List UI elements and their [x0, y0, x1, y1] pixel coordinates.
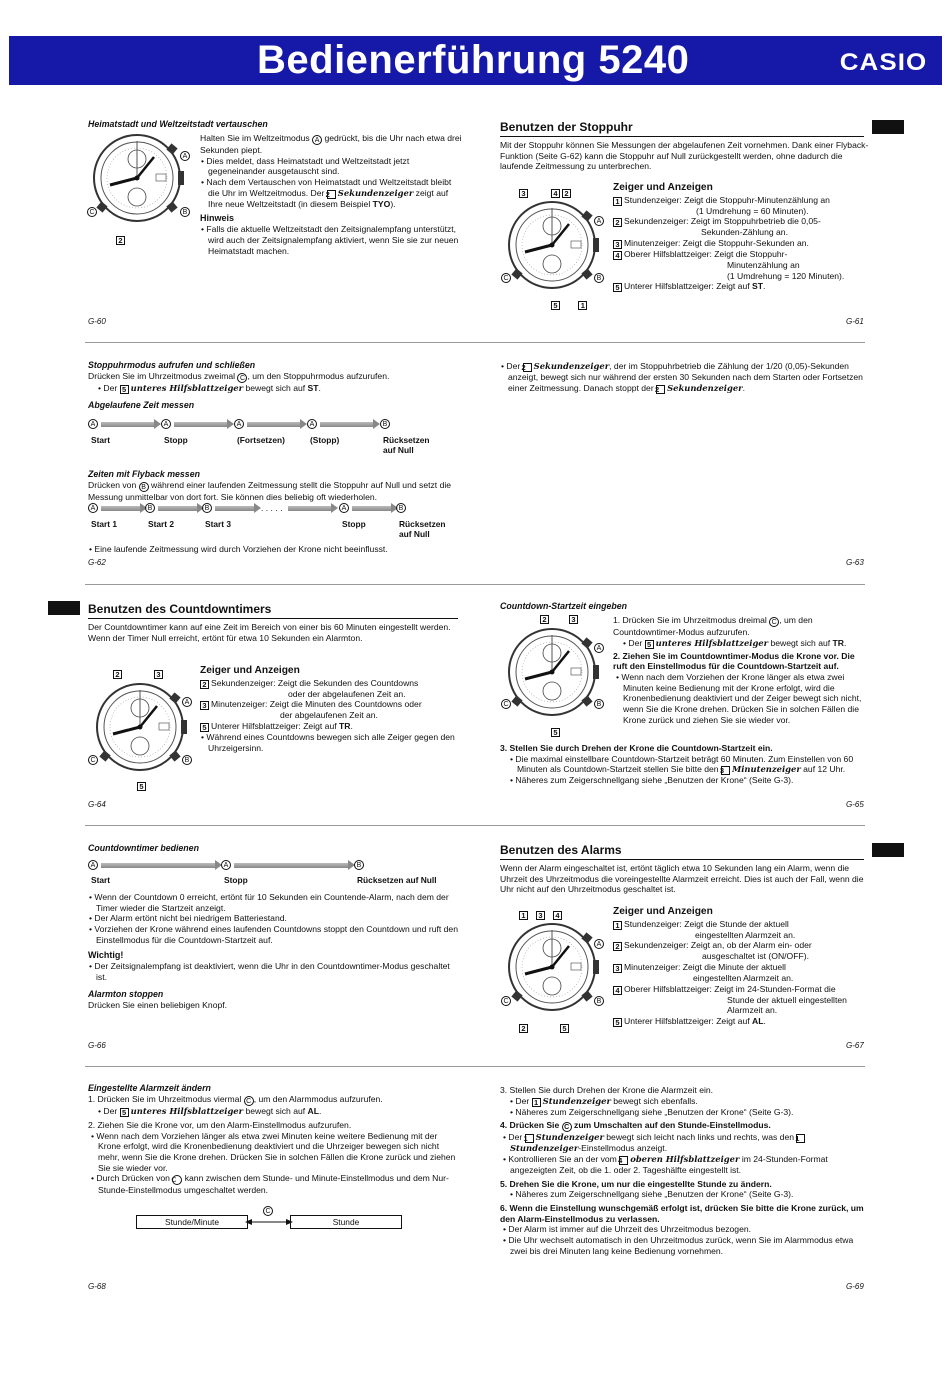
g67-list: Zeiger und Anzeigen 1 Stundenzeiger: Zeigt die Stunde der aktuell eingestellten Alarmzeit an. 2 Sekundenzeiger: Zeigt an, ob der Alarm ein- oder ausgeschaltet ist (ON/OFF). 3 Minutenzeiger: Zeigt die Minute der aktuell eingestellten Alarmzeit an. 4 Oberer Hilfsblattzeiger: Zeigt im 24-Stunden-Format die Stunde der aktuell eingestellten Alarmzeit an. 5 Unterer Hilfsblattzeiger: Zeigt auf AL.: [613, 906, 847, 1027]
g60-text: Halten Sie im Weltzeitmodus A gedrückt, bis die Uhr nach etwa drei Sekunden piept. • Dies meldet, dass Heimatstadt und Weltzeitstadt jetzt gegeneinander ausgetauscht sind. • Nach dem Vertauschen von Heimatstadt und Weltzeitstadt bleibt die Uhr im Weltzeitmodus. Der 2 Sekundenzeiger zeigt auf Ihre neue Weltzeitstadt (in diesem Beispiel TYO). Hinweis • Falls die aktuelle Weltzeitstadt den Zeitsignalempfang unterstützt, wird auch der Zeitsignalempfang aktiviert, wenn Sie sie zur neuen Heimatstadt machen.: [200, 133, 462, 256]
g67-section: Benutzen des Alarms Wenn der Alarm eingeschaltet ist, ertönt täglich etwa 10 Sekunden lang ein Alarm, wenn die Uhrzeit des Uhrzeitmodus die voreingestellte Alarmzeit erreicht. Dies ist auch der Fall, wenn die Uhr nicht auf den Uhrzeitmodus geschaltet ist.: [500, 843, 864, 895]
page-number: G-61: [846, 317, 864, 326]
page-number: G-60: [88, 317, 106, 326]
g69-section: 3. Stellen Sie durch Drehen der Krone die Alarmzeit ein. • Der 1 Stundenzeiger bewegt sich ebenfalls. • Näheres zum Zeigerschnellgang siehe „Benutzen der Krone“ (Seite G-3). 4. Drücken Sie C zum Umschalten auf den Stunde-Einstellmodus. • Der 1 Stundenzeiger bewegt sich leicht nach links und rechts, was den 1Stundenzeiger-Einstellmodus anzeigt. • Kontrollieren Sie an der vom 4 oberen Hilfsblattzeiger im 24-Stunden-Format angezeigten Zeit, ob die 1. oder 2. Tageshälfte eingestellt ist. 5. Drehen Sie die Krone, um nur die eingestellte Stunde zu ändern. • Näheres zum Zeigerschnellgang siehe „Benutzen der Krone“ (Seite G-3). 6. Wenn die Einstellung wunschgemäß erfolgt ist, drücken Sie bitte die Krone zurück, um den Alarm-Einstellmodus zu verlassen. • Der Alarm ist immer auf die Uhrzeit des Uhrzeitmodus bezogen. • Die Uhr wechselt automatisch in den Uhrzeitmodus zurück, wenn Sie im Alarmmodus etwa zwei bis drei Minuten lang keine Bedienung vornehmen.: [500, 1085, 864, 1256]
callout-5-1: 5 1: [551, 299, 589, 310]
g60-section: [88, 119, 458, 130]
casio-logo: CASIO: [839, 49, 928, 76]
page-number: G-64: [88, 800, 106, 809]
watch-illustration: [92, 133, 188, 229]
g60-title: Heimatstadt und Weltzeitstadt vertauschen: [88, 119, 268, 129]
callout-2-3: 2 3: [540, 613, 580, 624]
watch-illustration: [95, 682, 191, 778]
page-title: Bedienerführung 5240: [257, 38, 690, 82]
button-b-label: B: [594, 271, 604, 283]
callout-2-3: 2 3: [113, 668, 165, 679]
page-number: G-69: [846, 1282, 864, 1291]
g61-list: Zeiger und Anzeigen 1 Stundenzeiger: Zeigt die Stoppuhr-Minutenzählung an (1 Umdrehung = 60 Minuten). 2 Sekundenzeiger: Zeigt im Stoppuhrbetrieb die 0,05- Sekunden-Zählung an. 3 Minutenzeiger: Zeigt die Stoppuhr-Sekunden an. 4 Oberer Hilfsblattzeiger: Zeigt die Stoppuhr- Minutenzählung an (1 Umdrehung = 120 Minuten). 5 Unterer Hilfsblattzeiger: Zeigt auf ST.: [613, 182, 845, 293]
page-number: G-68: [88, 1282, 106, 1291]
g62-note: • Eine laufende Zeitmessung wird durch Vorziehen der Krone nicht beeinflusst.: [89, 544, 388, 554]
button-c-label: C: [263, 1204, 273, 1216]
box-stunde-minute: Stunde/Minute: [136, 1215, 248, 1229]
page-number: G-67: [846, 1041, 864, 1050]
button-b-label: B: [594, 994, 604, 1006]
watch-illustration: [507, 200, 603, 296]
button-b-label: B: [594, 697, 604, 709]
g65-title: Countdown-Startzeit eingeben: [500, 601, 628, 611]
callout-3: 3: [519, 187, 530, 198]
button-b-label: B: [182, 753, 192, 765]
callout-2: 2: [116, 234, 127, 245]
divider: [85, 584, 865, 585]
button-c-label: C: [501, 271, 511, 283]
callout-1-3-4: 1 3 4: [519, 909, 564, 920]
page-number: G-62: [88, 558, 106, 567]
divider: [85, 342, 865, 343]
g62-flyback: Zeiten mit Flyback messen Drücken von B während einer laufenden Zeitmessung stellt die Stoppuhr auf Null und setzt die Messung unmittelbar von dort fort. Sie können dies beliebig oft wiederholen.: [88, 469, 452, 502]
g65-step3: 3. Stellen Sie durch Drehen der Krone die Countdown-Startzeit ein. • Die maximal einstellbare Countdown-Startzeit beträgt 60 Minuten. Zum Einstellen von 60 Minuten als Countdown-Startzeit stellen Sie bitte den 3 Minutenzeiger auf 12 Uhr. • Näheres zum Zeigerschnellgang siehe „Benutzen der Krone“ (Seite G-3).: [500, 743, 854, 786]
g61-section: Benutzen der Stoppuhr Mit der Stoppuhr können Sie Messungen der abgelaufenen Zeit vornehmen. Dank einer Flyback-Funktion (Seite G-62) kann die Stoppuhr auf Null zurückgestellt werden, ohne dadurch die laufende Zeitmessung zu unterbrechen.: [500, 120, 869, 172]
g65-steps: 1. Drücken Sie im Uhrzeitmodus dreimal C , um den Countdowntimer-Modus aufzurufen. • Der 5 unteres Hilfsblattzeiger bewegt sich auf TR. 2. Ziehen Sie im Countdowntimer-Modus die Krone vor. Die ruft den Einstellmodus für die Countdown-Startzeit auf. • Wenn nach dem Vorziehen der Krone länger als etwa zwei Minuten keine Bedienung mit der Krone erfolgt, wird die Kronenbedienung deaktiviert und der Zeiger bewegt sich nicht, wenn Sie die Krone drehen. Drücken Sie in solchen Fällen die Krone zurück und ziehen Sie sie wieder vor.: [613, 615, 862, 725]
button-a-label: A: [180, 149, 190, 161]
g62-section: Stoppuhrmodus aufrufen und schließen Drücken Sie im Uhrzeitmodus zweimal C , um den Stoppuhrmodus aufzurufen. • Der 5 unteres Hilfsblattzeiger bewegt sich auf ST. Abgelaufene Zeit messen: [88, 360, 390, 410]
divider: [85, 1066, 865, 1067]
button-a-label: A: [594, 641, 604, 653]
callout-5: 5: [551, 726, 562, 737]
divider: [85, 825, 865, 826]
button-a-label: A: [594, 214, 604, 226]
section-tab: [48, 601, 80, 615]
callout-5: 5: [137, 780, 148, 791]
button-b-label: B: [180, 205, 190, 217]
watch-illustration: [507, 922, 603, 1018]
page-number: G-65: [846, 800, 864, 809]
g66-notes: • Wenn der Countdown 0 erreicht, ertönt für 10 Sekunden ein Countende-Alarm, nach dem der Timer wieder die Startzeit anzeigt. • Der Alarm ertönt nicht bei niedrigem Batteriestand. • Vorziehen der Krone während eines laufenden Countdowns stoppt den Countdown und ruft den Einstellmodus für die Countdown-Startzeit auf. Wichtig! • Der Zeitsignalempfang ist deaktiviert, wenn die Uhr in den Countdowntimer-Modus geschaltet ist. Alarmton stoppen Drücken Sie einen beliebigen Knopf.: [88, 892, 458, 1010]
button-a-label: A: [594, 937, 604, 949]
page-number: G-63: [846, 558, 864, 567]
g66-title: Countdowntimer bedienen: [88, 843, 199, 853]
g68-section: Eingestellte Alarmzeit ändern 1. Drücken Sie im Uhrzeitmodus viermal C , um den Alarmmodus aufzurufen. • Der 5 unteres Hilfsblattzeiger bewegt sich auf AL. 2. Ziehen Sie die Krone vor, um den Alarm-Einstellmodus aufzurufen. • Wenn nach dem Vorziehen länger als etwa zwei Minuten keine weitere Bedienung mit der Krone erfolgt, wird die Kronenbedienung deaktiviert und die Uhrzeiger bewegen sich nicht mehr, wenn Sie die Krone drehen. Drücken Sie in solchen Fällen die Krone zurück und ziehen Sie sie wieder vor. • Durch Drücken von C kann zwischen dem Stunde- und Minute-Einstellmodus und dem Nur-Stunde-Einstellmodus umgeschaltet werden.: [88, 1083, 456, 1196]
callout-4-2: 4 2: [551, 187, 573, 198]
section-tab: [872, 120, 904, 134]
button-c-label: C: [88, 753, 98, 765]
flow-flyback: A B B . . . . . A B Start 1 Start 2 Start 3 Stopp Rücksetzen auf Null: [88, 503, 468, 543]
box-stunde: Stunde: [290, 1215, 402, 1229]
g64-section: Benutzen des Countdowntimers Der Countdowntimer kann auf eine Zeit im Bereich von einer bis 60 Minuten eingestellt werden. Wenn der Timer Null erreicht, ertönt für etwa 10 Sekunden ein Alarmton.: [88, 602, 458, 643]
watch-illustration: [507, 627, 603, 723]
button-c-label: C: [87, 205, 97, 217]
flow-stopwatch: A A A A B Start Stopp (Fortsetzen) (Stopp) Rücksetzen auf Null: [88, 419, 468, 459]
callout-2-5: 2 5: [519, 1022, 571, 1033]
page-number: G-66: [88, 1041, 106, 1050]
button-c-label: C: [501, 697, 511, 709]
button-a-label: A: [182, 695, 192, 707]
flow-countdown: A A B Start Stopp Rücksetzen auf Null: [88, 860, 468, 888]
button-c-label: C: [501, 994, 511, 1006]
g63-note: • Der 2 Sekundenzeiger, der im Stoppuhrbetrieb die Zählung der 1/20 (0,05)-Sekunden anzeigt, bewegt sich nur während der ersten 30 Sekunden nach dem Starten oder Fortsetzen einer Zeitmessung. Danach stoppt der 2 Sekundenzeiger.: [501, 361, 863, 394]
section-tab: [872, 843, 904, 857]
page-header: [9, 36, 942, 85]
g64-list: Zeiger und Anzeigen 2 Sekundenzeiger: Zeigt die Sekunden des Countdowns oder der abgelaufenen Zeit an. 3 Minutenzeiger: Zeigt die Minuten des Countdowns oder der abgelaufenen Zeit an. 5 Unterer Hilfsblattzeiger: Zeigt auf TR. • Während eines Countdowns bewegen sich alle Zeiger gegen den Uhrzeigersinn.: [200, 665, 455, 753]
g61-title: Benutzen der Stoppuhr: [500, 120, 864, 137]
